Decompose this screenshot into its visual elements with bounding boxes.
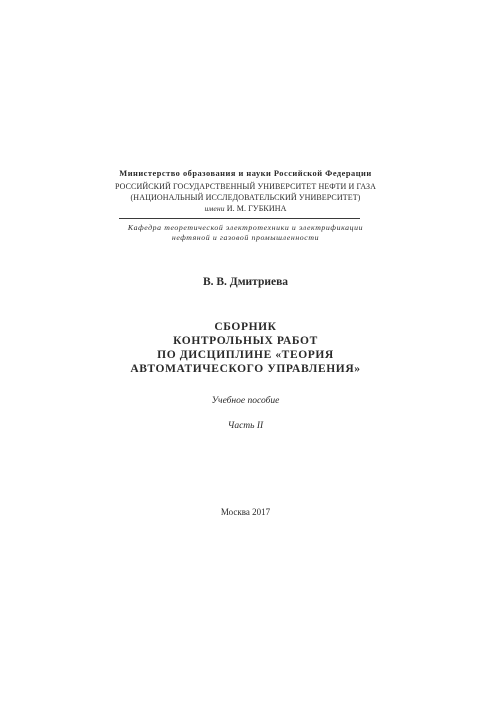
book-title-line-4: АВТОМАТИЧЕСКОГО УПРАВЛЕНИЯ» <box>130 363 361 375</box>
book-type: Учебное пособие <box>211 396 280 406</box>
university-name-prefix: имени <box>204 204 225 213</box>
university-name-line-2: (НАЦИОНАЛЬНЫЙ ИССЛЕДОВАТЕЛЬСКИЙ УНИВЕРСИТЕТ) <box>130 193 361 202</box>
ministry-name: Министерство образования и науки Российской Федерации <box>119 169 372 178</box>
department-line-2: нефтяной и газовой промышленности <box>171 233 320 242</box>
book-part: Часть II <box>227 421 264 431</box>
header-divider <box>119 218 360 219</box>
city-year: Москва 2017 <box>220 507 271 517</box>
author-name: В. В. Дмитриева <box>202 276 289 288</box>
book-title-line-2: КОНТРОЛЬНЫХ РАБОТ <box>173 335 318 347</box>
book-title-line-1: СБОРНИК <box>214 321 277 333</box>
university-name-line-3 <box>0 203 491 214</box>
book-title-line-3: ПО ДИСЦИПЛИНЕ «ТЕОРИЯ <box>157 349 334 361</box>
university-name-line-1: РОССИЙСКИЙ ГОСУДАРСТВЕННЫЙ УНИВЕРСИТЕТ НЕФТИ И ГАЗА <box>114 182 376 191</box>
department-line-1: Кафедра теоретической электротехники и электрификации <box>127 223 364 232</box>
university-name-person: И. М. ГУБКИНА <box>226 204 287 213</box>
